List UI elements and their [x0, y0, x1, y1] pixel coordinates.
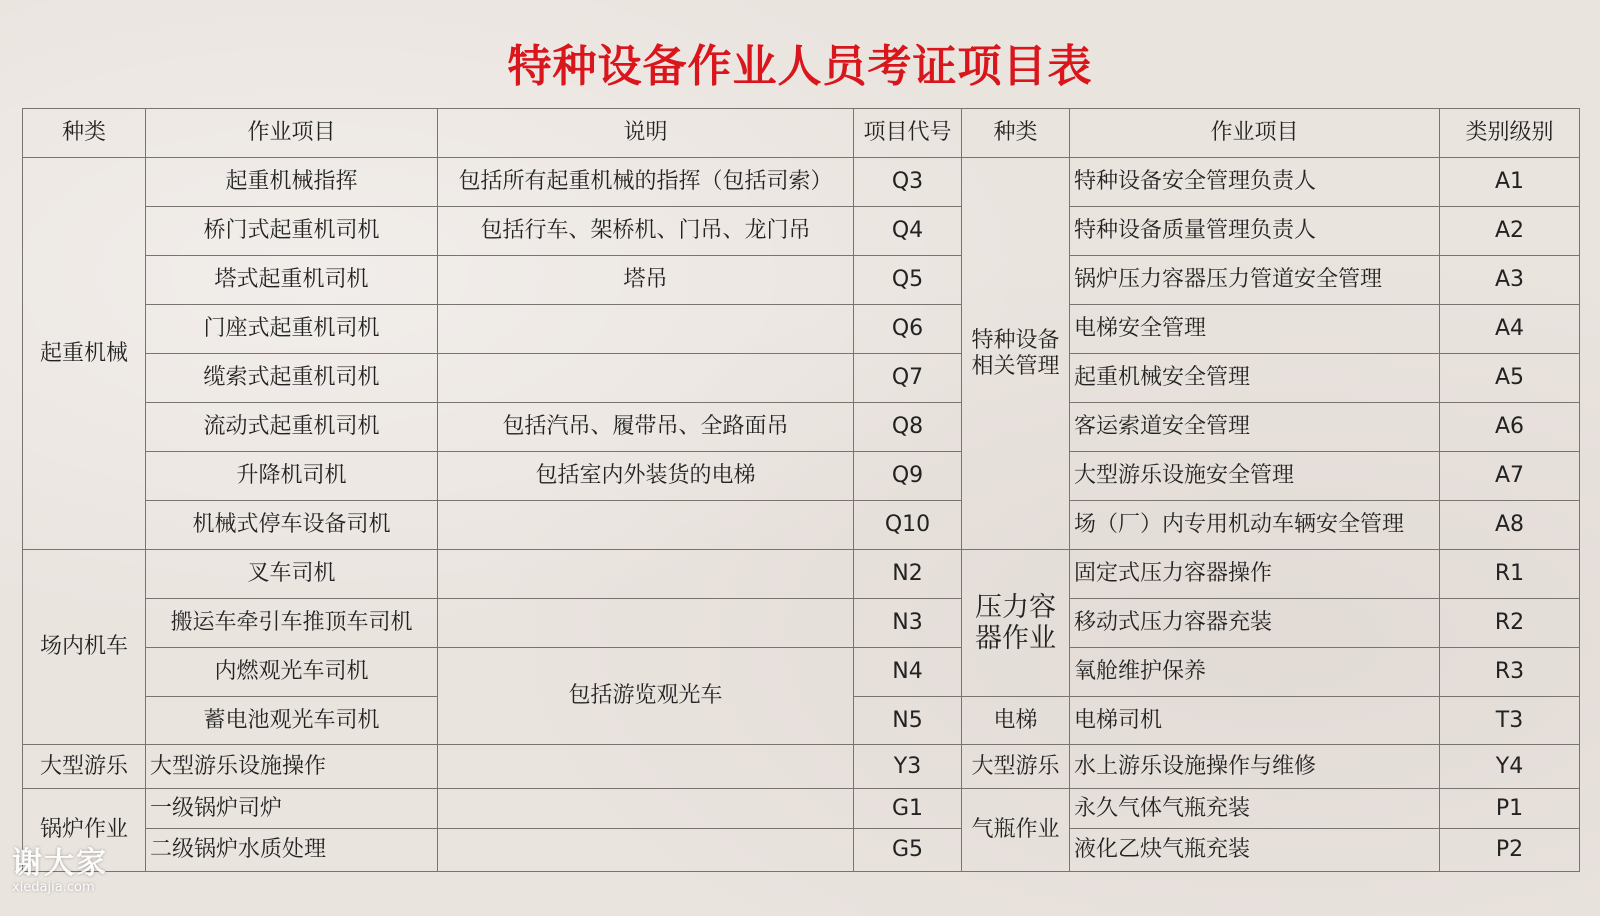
item-cell: 搬运车牵引车推顶车司机 — [146, 599, 438, 648]
item-cell: 升降机司机 — [146, 452, 438, 501]
item-cell-right: 特种设备安全管理负责人 — [1070, 158, 1440, 207]
item-cell-right: 固定式压力容器操作 — [1070, 550, 1440, 599]
watermark-url: xiedajia.com — [12, 880, 95, 895]
category-cylinder: 气瓶作业 — [962, 789, 1070, 872]
table-row — [23, 452, 1580, 501]
code-cell: Q8 — [854, 403, 962, 452]
level-cell: A3 — [1440, 256, 1580, 305]
code-cell: N5 — [854, 697, 962, 745]
header-category-2: 种类 — [962, 109, 1070, 158]
item-cell: 一级锅炉司炉 — [146, 789, 438, 829]
item-cell-right: 锅炉压力容器压力管道安全管理 — [1070, 256, 1440, 305]
item-cell: 机械式停车设备司机 — [146, 501, 438, 550]
table-row — [23, 158, 1580, 207]
item-cell-right: 大型游乐设施安全管理 — [1070, 452, 1440, 501]
level-cell: R1 — [1440, 550, 1580, 599]
item-cell-right: 永久气体气瓶充装 — [1070, 789, 1440, 829]
item-cell: 桥门式起重机司机 — [146, 207, 438, 256]
header-category: 种类 — [23, 109, 146, 158]
header-level: 类别级别 — [1440, 109, 1580, 158]
code-cell: Y3 — [854, 745, 962, 789]
level-cell: A1 — [1440, 158, 1580, 207]
code-cell: N3 — [854, 599, 962, 648]
code-cell: N4 — [854, 648, 962, 697]
code-cell: Q4 — [854, 207, 962, 256]
category-amusement-2: 大型游乐 — [962, 745, 1070, 789]
watermark-name: 谢大家 — [12, 846, 108, 881]
desc-cell — [438, 829, 854, 872]
header-code: 项目代号 — [854, 109, 962, 158]
header-desc: 说明 — [438, 109, 854, 158]
item-cell-right: 移动式压力容器充装 — [1070, 599, 1440, 648]
page-title: 特种设备作业人员考证项目表 — [507, 41, 1093, 92]
level-cell: R2 — [1440, 599, 1580, 648]
level-cell: A8 — [1440, 501, 1580, 550]
desc-cell: 包括汽吊、履带吊、全路面吊 — [438, 403, 854, 452]
code-cell: Q7 — [854, 354, 962, 403]
level-cell: A7 — [1440, 452, 1580, 501]
desc-cell: 包括游览观光车 — [438, 648, 854, 745]
desc-cell: 包括所有起重机械的指挥（包括司索） — [438, 158, 854, 207]
desc-cell — [438, 305, 854, 354]
cert-table — [22, 108, 1580, 872]
level-cell: A6 — [1440, 403, 1580, 452]
code-cell: N2 — [854, 550, 962, 599]
level-cell: Y4 — [1440, 745, 1580, 789]
code-cell: G1 — [854, 789, 962, 829]
header-item: 作业项目 — [146, 109, 438, 158]
header-item-2: 作业项目 — [1070, 109, 1440, 158]
item-cell-right: 氧舱维护保养 — [1070, 648, 1440, 697]
desc-cell — [438, 550, 854, 599]
category-pressure: 压力容器作业 — [962, 550, 1070, 697]
table-row — [23, 829, 1580, 872]
level-cell: T3 — [1440, 697, 1580, 745]
table-row — [23, 207, 1580, 256]
code-cell: G5 — [854, 829, 962, 872]
level-cell: R3 — [1440, 648, 1580, 697]
code-cell: Q10 — [854, 501, 962, 550]
header-row — [23, 109, 1580, 158]
desc-cell — [438, 745, 854, 789]
table-row — [23, 256, 1580, 305]
code-cell: Q9 — [854, 452, 962, 501]
item-cell: 缆索式起重机司机 — [146, 354, 438, 403]
item-cell: 流动式起重机司机 — [146, 403, 438, 452]
table-row — [23, 745, 1580, 789]
code-cell: Q6 — [854, 305, 962, 354]
item-cell-right: 水上游乐设施操作与维修 — [1070, 745, 1440, 789]
item-cell: 二级锅炉水质处理 — [146, 829, 438, 872]
table-row — [23, 648, 1580, 697]
item-cell: 门座式起重机司机 — [146, 305, 438, 354]
watermark-logo — [12, 838, 108, 895]
item-cell-right: 起重机械安全管理 — [1070, 354, 1440, 403]
item-cell-right: 场（厂）内专用机动车辆安全管理 — [1070, 501, 1440, 550]
level-cell: A4 — [1440, 305, 1580, 354]
level-cell: A2 — [1440, 207, 1580, 256]
level-cell: A5 — [1440, 354, 1580, 403]
desc-cell — [438, 789, 854, 829]
item-cell: 内燃观光车司机 — [146, 648, 438, 697]
category-boiler: 锅炉作业 — [23, 789, 146, 872]
desc-cell — [438, 501, 854, 550]
table-row — [23, 789, 1580, 829]
desc-cell: 包括行车、架桥机、门吊、龙门吊 — [438, 207, 854, 256]
table-row — [23, 354, 1580, 403]
code-cell: Q3 — [854, 158, 962, 207]
table-row — [23, 305, 1580, 354]
table-row — [23, 550, 1580, 599]
item-cell: 起重机械指挥 — [146, 158, 438, 207]
table-row — [23, 403, 1580, 452]
item-cell: 塔式起重机司机 — [146, 256, 438, 305]
category-mgmt: 特种设备相关管理 — [962, 158, 1070, 550]
item-cell: 蓄电池观光车司机 — [146, 697, 438, 745]
category-crane: 起重机械 — [23, 158, 146, 550]
item-cell-right: 电梯安全管理 — [1070, 305, 1440, 354]
code-cell: Q5 — [854, 256, 962, 305]
item-cell: 大型游乐设施操作 — [146, 745, 438, 789]
category-amusement: 大型游乐 — [23, 745, 146, 789]
level-cell: P2 — [1440, 829, 1580, 872]
item-cell-right: 电梯司机 — [1070, 697, 1440, 745]
desc-cell — [438, 599, 854, 648]
table-row — [23, 501, 1580, 550]
category-elevator: 电梯 — [962, 697, 1070, 745]
item-cell-right: 特种设备质量管理负责人 — [1070, 207, 1440, 256]
table-row — [23, 599, 1580, 648]
desc-cell: 包括室内外装货的电梯 — [438, 452, 854, 501]
item-cell: 叉车司机 — [146, 550, 438, 599]
category-yard: 场内机车 — [23, 550, 146, 745]
level-cell: P1 — [1440, 789, 1580, 829]
desc-cell — [438, 354, 854, 403]
item-cell-right: 客运索道安全管理 — [1070, 403, 1440, 452]
desc-cell: 塔吊 — [438, 256, 854, 305]
item-cell-right: 液化乙炔气瓶充装 — [1070, 829, 1440, 872]
